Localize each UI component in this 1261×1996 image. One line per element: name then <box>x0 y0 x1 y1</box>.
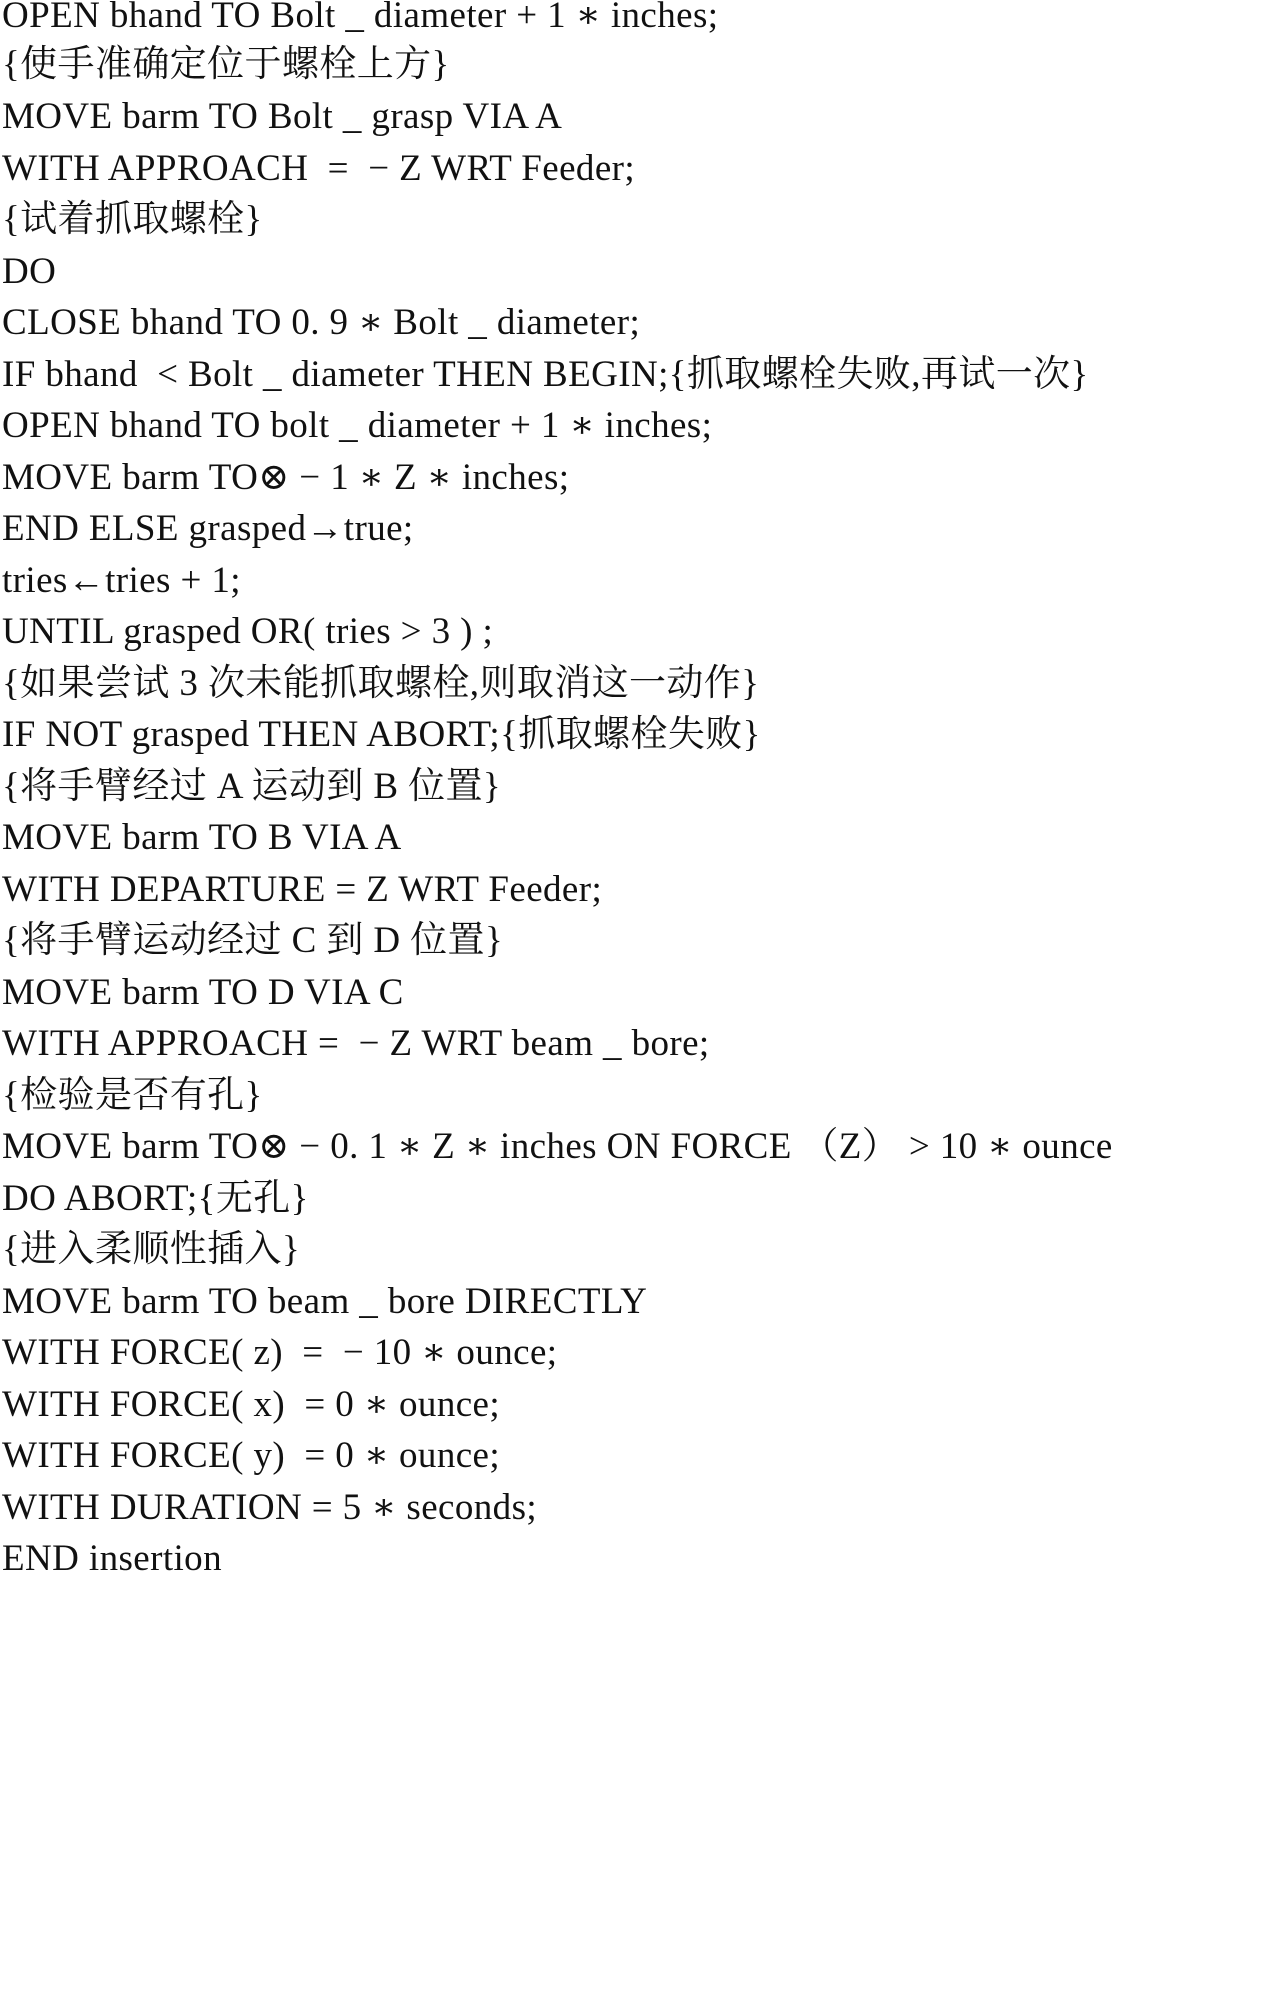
code-line: IF NOT grasped THEN ABORT;{抓取螺栓失败} <box>2 714 761 755</box>
code-line: DO ABORT;{无孔} <box>2 1178 309 1219</box>
code-line: MOVE barm TO D VIA C <box>2 972 404 1013</box>
code-line: WITH FORCE( x) = 0 ∗ ounce; <box>2 1384 501 1425</box>
code-line: MOVE barm TO B VIA A <box>2 817 402 858</box>
code-line: {如果尝试 3 次未能抓取螺栓,则取消这一动作} <box>2 663 760 704</box>
code-line: MOVE barm TO⊗ − 0. 1 ∗ Z ∗ inches ON FORCE （Z） > 10 ∗ ounce <box>2 1126 1113 1167</box>
code-line: {检验是否有孔} <box>2 1075 263 1116</box>
code-line: WITH FORCE( z) = − 10 ∗ ounce; <box>2 1332 558 1373</box>
code-line: WITH DURATION = 5 ∗ seconds; <box>2 1487 538 1528</box>
code-line: UNTIL grasped OR( tries > 3 ) ; <box>2 611 494 652</box>
code-line: DO <box>2 251 57 292</box>
code-line: MOVE barm TO beam _ bore DIRECTLY <box>2 1281 648 1322</box>
code-line: OPEN bhand TO bolt _ diameter + 1 ∗ inches; <box>2 405 713 446</box>
code-line: {进入柔顺性插入} <box>2 1229 301 1270</box>
code-line: END insertion <box>2 1538 222 1579</box>
code-line: {试着抓取螺栓} <box>2 199 263 240</box>
code-line: WITH FORCE( y) = 0 ∗ ounce; <box>2 1435 501 1476</box>
code-line: MOVE barm TO⊗ − 1 ∗ Z ∗ inches; <box>2 457 570 498</box>
code-line: MOVE barm TO Bolt _ grasp VIA A <box>2 96 563 137</box>
code-line: WITH APPROACH = − Z WRT beam _ bore; <box>2 1023 710 1064</box>
code-line: IF bhand < Bolt _ diameter THEN BEGIN;{抓取螺栓失败,再试一次} <box>2 354 1089 395</box>
code-line: {将手臂经过 A 运动到 B 位置} <box>2 766 502 807</box>
code-line: CLOSE bhand TO 0. 9 ∗ Bolt _ diameter; <box>2 302 641 343</box>
code-line: {将手臂运动经过 C 到 D 位置} <box>2 920 504 961</box>
code-line: END ELSE grasped→true; <box>2 508 414 549</box>
code-line: WITH DEPARTURE = Z WRT Feeder; <box>2 869 603 910</box>
code-line: WITH APPROACH = − Z WRT Feeder; <box>2 148 636 189</box>
code-line: tries←tries + 1; <box>2 560 241 601</box>
code-line: OPEN bhand TO Bolt _ diameter + 1 ∗ inches; <box>2 0 719 36</box>
code-line: {使手准确定位于螺栓上方} <box>2 44 450 85</box>
